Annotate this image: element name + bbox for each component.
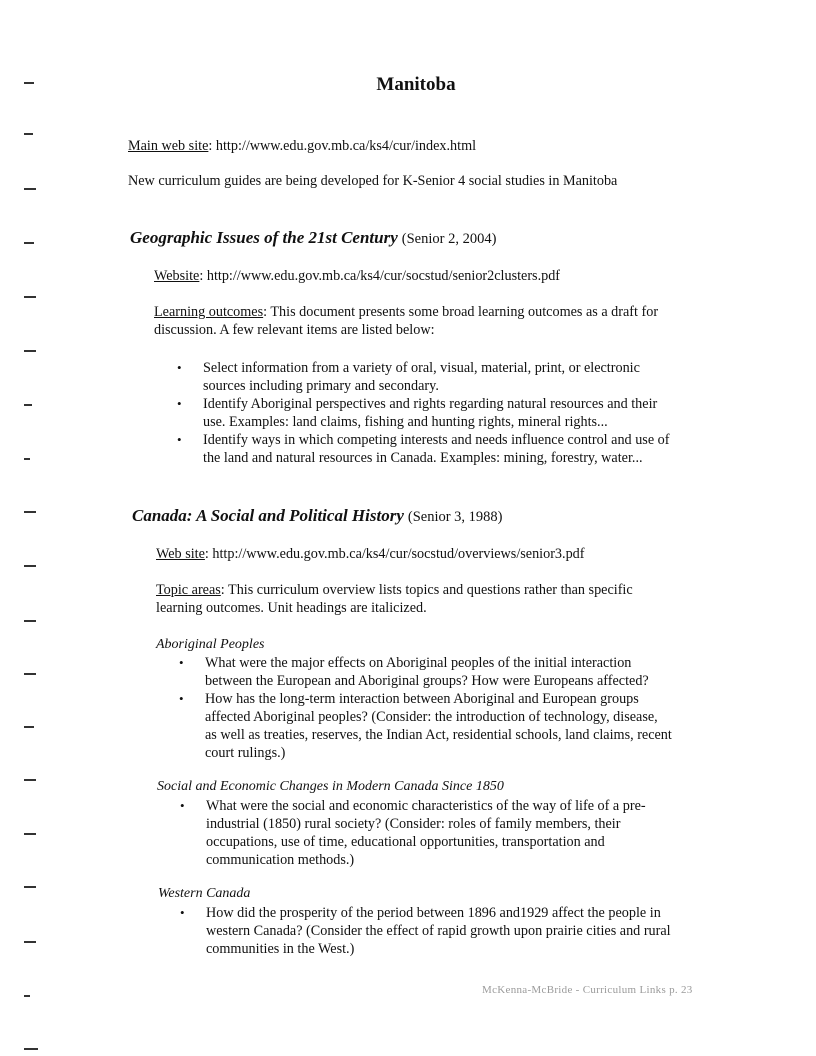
section1-heading: [130, 228, 496, 248]
unit-heading-social-economic: Social and Economic Changes in Modern Canada Since 1850: [157, 779, 504, 794]
main-site-url[interactable]: : http://www.edu.gov.mb.ca/ks4/cur/index.html: [208, 138, 477, 154]
margin-mark: [24, 296, 36, 298]
section1-website-label: Website: [154, 268, 200, 284]
list-item-line: western Canada? (Consider the effect of rapid growth upon prairie cities and rural: [206, 923, 671, 939]
list-item: [179, 690, 672, 762]
list-item: [179, 654, 672, 690]
list-item-line: between the European and Aboriginal groups? How were Europeans affected?: [205, 673, 649, 689]
list-item: [177, 395, 669, 431]
list-item-line: How has the long-term interaction between Aboriginal and European groups: [205, 691, 639, 707]
unit-western-canada-bullets: [180, 904, 671, 958]
section2-topics-line2: learning outcomes. Unit headings are italicized.: [156, 600, 427, 616]
unit-social-economic-bullets: [180, 797, 646, 869]
list-item-line: Select information from a variety of oral, visual, material, print, or electronic: [203, 360, 640, 376]
margin-mark: [24, 833, 36, 835]
unit-aboriginal-bullets: [179, 654, 672, 762]
margin-mark: [24, 620, 36, 622]
list-item-line: sources including primary and secondary.: [203, 378, 439, 394]
list-item-line: Identify ways in which competing interests and needs influence control and use of: [203, 432, 670, 448]
main-site-label: Main web site: [128, 138, 209, 154]
section2-website-url[interactable]: : http://www.edu.gov.mb.ca/ks4/cur/socstud/overviews/senior3.pdf: [204, 546, 585, 562]
margin-mark: [24, 188, 36, 190]
section1-website-url[interactable]: : http://www.edu.gov.mb.ca/ks4/cur/socstud/senior2clusters.pdf: [199, 268, 561, 284]
list-item-line: What were the major effects on Aboriginal peoples of the initial interaction: [205, 655, 632, 671]
unit-heading-aboriginal: Aboriginal Peoples: [156, 637, 265, 652]
section1-bullet-list: [177, 359, 670, 467]
section1-website-line: [154, 267, 560, 285]
bullet-icon: •: [180, 905, 185, 920]
list-item-line: What were the social and economic characteristics of the way of life of a pre-: [206, 798, 646, 814]
margin-mark: [24, 886, 36, 888]
margin-mark: [24, 404, 32, 406]
bullet-icon: •: [179, 691, 184, 706]
page-title: Manitoba: [376, 74, 456, 95]
section2-topics-line1: [156, 581, 633, 599]
bullet-icon: •: [180, 798, 185, 813]
section1-outcomes-line2: discussion. A few relevant items are listed below:: [154, 322, 435, 338]
bullet-icon: •: [177, 360, 182, 375]
list-item: [177, 359, 669, 395]
list-item: [180, 904, 671, 958]
section2-title: Canada: A Social and Political History: [132, 506, 404, 525]
list-item-line: communication methods.): [206, 852, 355, 868]
section2-meta: (Senior 3, 1988): [407, 509, 503, 525]
list-item-line: court rulings.): [205, 745, 286, 761]
section1-meta: (Senior 2, 2004): [401, 231, 497, 247]
margin-mark: [24, 673, 36, 675]
bullet-icon: •: [179, 655, 184, 670]
list-item-line: the land and natural resources in Canada. Examples: mining, forestry, water...: [203, 450, 643, 466]
list-item-line: as well as treaties, reserves, the Indian Act, residential schools, land claims, recent: [205, 727, 672, 743]
list-item: [177, 431, 670, 467]
list-item-line: How did the prosperity of the period between 1896 and1929 affect the people in: [206, 905, 661, 921]
page-footer: McKenna-McBride - Curriculum Links p. 23: [482, 984, 693, 996]
bullet-icon: •: [177, 396, 182, 411]
list-item-line: Identify Aboriginal perspectives and rights regarding natural resources and their: [203, 396, 658, 412]
unit-heading-western-canada: Western Canada: [158, 886, 251, 901]
section2-heading: [132, 506, 503, 526]
list-item-line: industrial (1850) rural society? (Consider: roles of family members, their: [206, 816, 621, 832]
section1-outcomes-text: : This document presents some broad learning outcomes as a draft for: [263, 304, 659, 320]
margin-mark: [24, 350, 36, 352]
margin-mark: [24, 242, 34, 244]
margin-mark: [24, 133, 33, 135]
margin-mark: [24, 995, 30, 997]
margin-mark: [24, 1048, 38, 1050]
list-item-line: occupations, use of time, educational opportunities, transportation and: [206, 834, 605, 850]
main-site-line: [128, 137, 476, 155]
margin-mark: [24, 726, 34, 728]
list-item-line: affected Aboriginal peoples? (Consider: the introduction of technology, disease,: [205, 709, 658, 725]
margin-mark: [24, 458, 30, 460]
section1-outcomes-label: Learning outcomes: [154, 304, 264, 320]
section2-topics-text: : This curriculum overview lists topics and questions rather than specific: [220, 582, 633, 598]
margin-mark: [24, 511, 36, 513]
section2-topics-label: Topic areas: [156, 582, 221, 598]
list-item: [180, 797, 646, 869]
margin-mark: [24, 941, 36, 943]
margin-mark: [24, 779, 36, 781]
section2-website-label: Web site: [156, 546, 205, 562]
section2-website-line: [156, 545, 585, 563]
list-item-line: use. Examples: land claims, fishing and hunting rights, mineral rights...: [203, 414, 608, 430]
list-item-line: communities in the West.): [206, 941, 355, 957]
section1-outcomes-line1: [154, 303, 658, 321]
margin-mark: [24, 565, 36, 567]
intro-text: New curriculum guides are being developed for K-Senior 4 social studies in Manitoba: [128, 173, 618, 189]
section1-title: Geographic Issues of the 21st Century: [130, 228, 398, 247]
bullet-icon: •: [177, 432, 182, 447]
